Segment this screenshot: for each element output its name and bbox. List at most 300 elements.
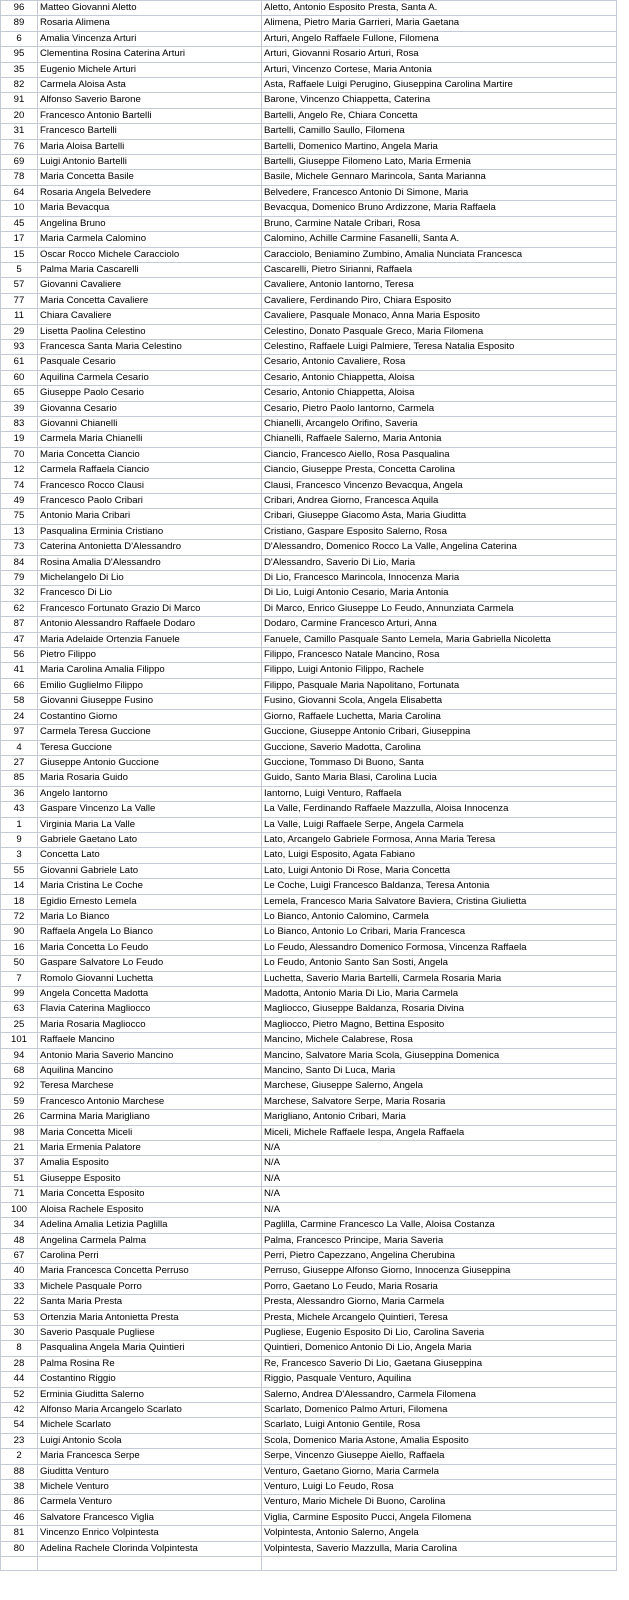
id-cell[interactable]: 68 bbox=[1, 1064, 38, 1079]
name-cell[interactable]: Pasquale Cesario bbox=[38, 355, 262, 370]
id-cell[interactable]: 33 bbox=[1, 1279, 38, 1294]
name-cell[interactable]: Antonio Maria Saverio Mancino bbox=[38, 1048, 262, 1063]
name-cell[interactable]: Angela Concetta Madotta bbox=[38, 987, 262, 1002]
id-cell[interactable]: 38 bbox=[1, 1480, 38, 1495]
parents-cell[interactable]: Dodaro, Carmine Francesco Arturi, Anna bbox=[262, 617, 617, 632]
parents-cell[interactable]: Guccione, Tommaso Di Buono, Santa bbox=[262, 755, 617, 770]
parents-cell[interactable]: D'Alessandro, Saverio Di Lio, Maria bbox=[262, 555, 617, 570]
parents-cell[interactable]: Scarlato, Domenico Palmo Arturi, Filomena bbox=[262, 1402, 617, 1417]
parents-cell[interactable]: Aletto, Antonio Esposito Presta, Santa A. bbox=[262, 1, 617, 16]
parents-cell[interactable]: Lo Feudo, Alessandro Domenico Formosa, Vincenza Raffaela bbox=[262, 940, 617, 955]
parents-cell[interactable]: Scola, Domenico Maria Astone, Amalia Esposito bbox=[262, 1433, 617, 1448]
id-cell[interactable]: 10 bbox=[1, 201, 38, 216]
parents-cell[interactable]: Basile, Michele Gennaro Marincola, Santa Marianna bbox=[262, 170, 617, 185]
name-cell[interactable]: Carmela Aloisa Asta bbox=[38, 78, 262, 93]
parents-cell[interactable]: Cavaliere, Antonio Iantorno, Teresa bbox=[262, 278, 617, 293]
name-cell[interactable]: Rosaria Alimena bbox=[38, 16, 262, 31]
id-cell[interactable]: 24 bbox=[1, 709, 38, 724]
parents-cell[interactable]: Filippo, Francesco Natale Mancino, Rosa bbox=[262, 648, 617, 663]
parents-cell[interactable]: Lemela, Francesco Maria Salvatore Baviera, Cristina Giulietta bbox=[262, 894, 617, 909]
name-cell[interactable]: Gaspare Salvatore Lo Feudo bbox=[38, 956, 262, 971]
id-cell[interactable]: 58 bbox=[1, 694, 38, 709]
id-cell[interactable]: 96 bbox=[1, 1, 38, 16]
parents-cell[interactable]: Venturo, Luigi Lo Feudo, Rosa bbox=[262, 1480, 617, 1495]
parents-cell[interactable]: Lo Feudo, Antonio Santo San Sosti, Angela bbox=[262, 956, 617, 971]
name-cell[interactable]: Lisetta Paolina Celestino bbox=[38, 324, 262, 339]
id-cell[interactable]: 62 bbox=[1, 601, 38, 616]
name-cell[interactable]: Pasqualina Erminia Cristiano bbox=[38, 524, 262, 539]
name-cell[interactable]: Angelo Iantorno bbox=[38, 786, 262, 801]
name-cell[interactable]: Teresa Guccione bbox=[38, 740, 262, 755]
parents-cell[interactable]: Venturo, Gaetano Giorno, Maria Carmela bbox=[262, 1464, 617, 1479]
id-cell[interactable]: 79 bbox=[1, 571, 38, 586]
parents-cell[interactable]: Celestino, Donato Pasquale Greco, Maria Filomena bbox=[262, 324, 617, 339]
name-cell[interactable]: Maria Francesca Concetta Perruso bbox=[38, 1264, 262, 1279]
parents-cell[interactable]: Lato, Arcangelo Gabriele Formosa, Anna Maria Teresa bbox=[262, 832, 617, 847]
parents-cell[interactable]: Volpintesta, Antonio Salerno, Angela bbox=[262, 1526, 617, 1541]
parents-cell[interactable]: Fanuele, Camillo Pasquale Santo Lemela, Maria Gabriella Nicoletta bbox=[262, 632, 617, 647]
parents-cell[interactable]: Barone, Vincenzo Chiappetta, Caterina bbox=[262, 93, 617, 108]
parents-cell[interactable]: Miceli, Michele Raffaele Iespa, Angela Raffaela bbox=[262, 1125, 617, 1140]
name-cell[interactable]: Maria Concetta Basile bbox=[38, 170, 262, 185]
id-cell[interactable]: 84 bbox=[1, 555, 38, 570]
name-cell[interactable]: Giovanna Cesario bbox=[38, 401, 262, 416]
id-cell[interactable]: 87 bbox=[1, 617, 38, 632]
name-cell[interactable]: Maria Bevacqua bbox=[38, 201, 262, 216]
parents-cell[interactable]: Scarlato, Luigi Antonio Gentile, Rosa bbox=[262, 1418, 617, 1433]
parents-cell[interactable]: Cristiano, Gaspare Esposito Salerno, Rosa bbox=[262, 524, 617, 539]
name-cell[interactable]: Gaspare Vincenzo La Valle bbox=[38, 802, 262, 817]
name-cell[interactable]: Francesco Antonio Marchese bbox=[38, 1094, 262, 1109]
parents-cell[interactable]: Chianelli, Raffaele Salerno, Maria Antonia bbox=[262, 432, 617, 447]
id-cell[interactable]: 98 bbox=[1, 1125, 38, 1140]
id-cell[interactable]: 66 bbox=[1, 678, 38, 693]
name-cell[interactable]: Michele Scarlato bbox=[38, 1418, 262, 1433]
id-cell[interactable]: 73 bbox=[1, 540, 38, 555]
parents-cell[interactable]: Giorno, Raffaele Luchetta, Maria Carolina bbox=[262, 709, 617, 724]
id-cell[interactable]: 19 bbox=[1, 432, 38, 447]
name-cell[interactable]: Saverio Pasquale Pugliese bbox=[38, 1325, 262, 1340]
parents-cell[interactable]: Di Lio, Luigi Antonio Cesario, Maria Antonia bbox=[262, 586, 617, 601]
name-cell[interactable]: Maria Lo Bianco bbox=[38, 909, 262, 924]
id-cell[interactable] bbox=[1, 1557, 38, 1571]
id-cell[interactable]: 47 bbox=[1, 632, 38, 647]
name-cell[interactable]: Maria Francesca Serpe bbox=[38, 1449, 262, 1464]
id-cell[interactable]: 56 bbox=[1, 648, 38, 663]
name-cell[interactable]: Aquilina Carmela Cesario bbox=[38, 370, 262, 385]
name-cell[interactable]: Aquilina Mancino bbox=[38, 1064, 262, 1079]
id-cell[interactable]: 46 bbox=[1, 1510, 38, 1525]
id-cell[interactable]: 44 bbox=[1, 1372, 38, 1387]
id-cell[interactable]: 21 bbox=[1, 1141, 38, 1156]
id-cell[interactable]: 61 bbox=[1, 355, 38, 370]
name-cell[interactable]: Luigi Antonio Bartelli bbox=[38, 155, 262, 170]
parents-cell[interactable]: Madotta, Antonio Maria Di Lio, Maria Carmela bbox=[262, 987, 617, 1002]
id-cell[interactable]: 74 bbox=[1, 478, 38, 493]
parents-cell[interactable]: Cesario, Pietro Paolo Iantorno, Carmela bbox=[262, 401, 617, 416]
id-cell[interactable]: 82 bbox=[1, 78, 38, 93]
parents-cell[interactable]: Pugliese, Eugenio Esposito Di Lio, Carolina Saveria bbox=[262, 1325, 617, 1340]
parents-cell[interactable]: Mancino, Salvatore Maria Scola, Giuseppina Domenica bbox=[262, 1048, 617, 1063]
name-cell[interactable] bbox=[38, 1557, 262, 1571]
parents-cell[interactable]: Perruso, Giuseppe Alfonso Giorno, Innocenza Giuseppina bbox=[262, 1264, 617, 1279]
parents-cell[interactable]: La Valle, Ferdinando Raffaele Mazzulla, Aloisa Innocenza bbox=[262, 802, 617, 817]
name-cell[interactable]: Matteo Giovanni Aletto bbox=[38, 1, 262, 16]
id-cell[interactable]: 60 bbox=[1, 370, 38, 385]
id-cell[interactable]: 49 bbox=[1, 494, 38, 509]
parents-cell[interactable]: Ciancio, Giuseppe Presta, Concetta Carolina bbox=[262, 463, 617, 478]
name-cell[interactable]: Carmela Teresa Guccione bbox=[38, 725, 262, 740]
parents-cell[interactable]: Guido, Santo Maria Blasi, Carolina Lucia bbox=[262, 771, 617, 786]
id-cell[interactable]: 22 bbox=[1, 1295, 38, 1310]
id-cell[interactable]: 78 bbox=[1, 170, 38, 185]
id-cell[interactable]: 32 bbox=[1, 586, 38, 601]
parents-cell[interactable]: Luchetta, Saverio Maria Bartelli, Carmela Rosaria Maria bbox=[262, 971, 617, 986]
parents-cell[interactable]: Clausi, Francesco Vincenzo Bevacqua, Angela bbox=[262, 478, 617, 493]
id-cell[interactable]: 77 bbox=[1, 293, 38, 308]
id-cell[interactable]: 15 bbox=[1, 247, 38, 262]
id-cell[interactable]: 39 bbox=[1, 401, 38, 416]
name-cell[interactable]: Giuseppe Paolo Cesario bbox=[38, 386, 262, 401]
name-cell[interactable]: Francesco Antonio Bartelli bbox=[38, 108, 262, 123]
id-cell[interactable]: 50 bbox=[1, 956, 38, 971]
parents-cell[interactable]: Mancino, Michele Calabrese, Rosa bbox=[262, 1033, 617, 1048]
id-cell[interactable]: 8 bbox=[1, 1341, 38, 1356]
parents-cell[interactable]: Bartelli, Domenico Martino, Angela Maria bbox=[262, 139, 617, 154]
name-cell[interactable]: Antonio Alessandro Raffaele Dodaro bbox=[38, 617, 262, 632]
name-cell[interactable]: Maria Concetta Ciancio bbox=[38, 447, 262, 462]
id-cell[interactable]: 101 bbox=[1, 1033, 38, 1048]
id-cell[interactable]: 64 bbox=[1, 185, 38, 200]
name-cell[interactable]: Raffaela Angela Lo Bianco bbox=[38, 925, 262, 940]
id-cell[interactable]: 67 bbox=[1, 1248, 38, 1263]
parents-cell[interactable]: Riggio, Pasquale Venturo, Aquilina bbox=[262, 1372, 617, 1387]
parents-cell[interactable]: Bruno, Carmine Natale Cribari, Rosa bbox=[262, 216, 617, 231]
name-cell[interactable]: Palma Maria Cascarelli bbox=[38, 262, 262, 277]
id-cell[interactable]: 69 bbox=[1, 155, 38, 170]
id-cell[interactable]: 63 bbox=[1, 1002, 38, 1017]
name-cell[interactable]: Amalia Vincenza Arturi bbox=[38, 31, 262, 46]
name-cell[interactable]: Giuseppe Esposito bbox=[38, 1171, 262, 1186]
id-cell[interactable]: 37 bbox=[1, 1156, 38, 1171]
parents-cell[interactable]: Filippo, Pasquale Maria Napolitano, Fortunata bbox=[262, 678, 617, 693]
name-cell[interactable]: Carmela Raffaela Ciancio bbox=[38, 463, 262, 478]
id-cell[interactable]: 95 bbox=[1, 47, 38, 62]
id-cell[interactable]: 92 bbox=[1, 1079, 38, 1094]
parents-cell[interactable]: Perri, Pietro Capezzano, Angelina Cherubina bbox=[262, 1248, 617, 1263]
parents-cell[interactable]: Viglia, Carmine Esposito Pucci, Angela Filomena bbox=[262, 1510, 617, 1525]
parents-cell[interactable]: Venturo, Mario Michele Di Buono, Carolina bbox=[262, 1495, 617, 1510]
parents-cell[interactable]: Bartelli, Angelo Re, Chiara Concetta bbox=[262, 108, 617, 123]
parents-cell[interactable]: Quintieri, Domenico Antonio Di Lio, Angela Maria bbox=[262, 1341, 617, 1356]
id-cell[interactable]: 9 bbox=[1, 832, 38, 847]
id-cell[interactable]: 30 bbox=[1, 1325, 38, 1340]
id-cell[interactable]: 51 bbox=[1, 1171, 38, 1186]
name-cell[interactable]: Carolina Perri bbox=[38, 1248, 262, 1263]
name-cell[interactable]: Maria Rosaria Guido bbox=[38, 771, 262, 786]
parents-cell[interactable]: N/A bbox=[262, 1141, 617, 1156]
name-cell[interactable]: Francesco Di Lio bbox=[38, 586, 262, 601]
parents-cell[interactable]: Alimena, Pietro Maria Garrieri, Maria Gaetana bbox=[262, 16, 617, 31]
parents-cell[interactable]: Lato, Luigi Esposito, Agata Fabiano bbox=[262, 848, 617, 863]
name-cell[interactable]: Carmela Venturo bbox=[38, 1495, 262, 1510]
id-cell[interactable]: 94 bbox=[1, 1048, 38, 1063]
name-cell[interactable]: Francesco Fortunato Grazio Di Marco bbox=[38, 601, 262, 616]
id-cell[interactable]: 11 bbox=[1, 309, 38, 324]
name-cell[interactable]: Maria Concetta Miceli bbox=[38, 1125, 262, 1140]
name-cell[interactable]: Michelangelo Di Lio bbox=[38, 571, 262, 586]
name-cell[interactable]: Oscar Rocco Michele Caracciolo bbox=[38, 247, 262, 262]
parents-cell[interactable]: Cavaliere, Pasquale Monaco, Anna Maria Esposito bbox=[262, 309, 617, 324]
parents-cell[interactable]: N/A bbox=[262, 1202, 617, 1217]
id-cell[interactable]: 89 bbox=[1, 16, 38, 31]
name-cell[interactable]: Antonio Maria Cribari bbox=[38, 509, 262, 524]
name-cell[interactable]: Erminia Giuditta Salerno bbox=[38, 1387, 262, 1402]
name-cell[interactable]: Vincenzo Enrico Volpintesta bbox=[38, 1526, 262, 1541]
id-cell[interactable]: 45 bbox=[1, 216, 38, 231]
id-cell[interactable]: 41 bbox=[1, 663, 38, 678]
name-cell[interactable]: Angelina Bruno bbox=[38, 216, 262, 231]
parents-cell[interactable]: Cesario, Antonio Chiappetta, Aloisa bbox=[262, 386, 617, 401]
id-cell[interactable]: 53 bbox=[1, 1310, 38, 1325]
id-cell[interactable]: 72 bbox=[1, 909, 38, 924]
name-cell[interactable]: Maria Rosaria Magliocco bbox=[38, 1017, 262, 1032]
parents-cell[interactable]: La Valle, Luigi Raffaele Serpe, Angela Carmela bbox=[262, 817, 617, 832]
id-cell[interactable]: 27 bbox=[1, 755, 38, 770]
id-cell[interactable]: 36 bbox=[1, 786, 38, 801]
id-cell[interactable]: 43 bbox=[1, 802, 38, 817]
name-cell[interactable]: Carmela Maria Chianelli bbox=[38, 432, 262, 447]
name-cell[interactable]: Amalia Esposito bbox=[38, 1156, 262, 1171]
id-cell[interactable]: 3 bbox=[1, 848, 38, 863]
id-cell[interactable]: 20 bbox=[1, 108, 38, 123]
name-cell[interactable]: Maria Ermenia Palatore bbox=[38, 1141, 262, 1156]
parents-cell[interactable]: Paglilla, Carmine Francesco La Valle, Aloisa Costanza bbox=[262, 1218, 617, 1233]
name-cell[interactable]: Santa Maria Presta bbox=[38, 1295, 262, 1310]
id-cell[interactable]: 59 bbox=[1, 1094, 38, 1109]
parents-cell[interactable]: Cesario, Antonio Chiappetta, Aloisa bbox=[262, 370, 617, 385]
parents-cell[interactable]: Porro, Gaetano Lo Feudo, Maria Rosaria bbox=[262, 1279, 617, 1294]
id-cell[interactable]: 42 bbox=[1, 1402, 38, 1417]
parents-cell[interactable]: Mancino, Santo Di Luca, Maria bbox=[262, 1064, 617, 1079]
parents-cell[interactable]: Serpe, Vincenzo Giuseppe Aiello, Raffaela bbox=[262, 1449, 617, 1464]
parents-cell[interactable]: Arturi, Angelo Raffaele Fullone, Filomena bbox=[262, 31, 617, 46]
name-cell[interactable]: Francesca Santa Maria Celestino bbox=[38, 339, 262, 354]
name-cell[interactable]: Giuditta Venturo bbox=[38, 1464, 262, 1479]
parents-cell[interactable]: Caracciolo, Beniamino Zumbino, Amalia Nunciata Francesca bbox=[262, 247, 617, 262]
parents-cell[interactable]: Salerno, Andrea D'Alessandro, Carmela Filomena bbox=[262, 1387, 617, 1402]
name-cell[interactable]: Maria Concetta Lo Feudo bbox=[38, 940, 262, 955]
id-cell[interactable]: 29 bbox=[1, 324, 38, 339]
name-cell[interactable]: Carmina Maria Marigliano bbox=[38, 1110, 262, 1125]
id-cell[interactable]: 76 bbox=[1, 139, 38, 154]
name-cell[interactable]: Maria Aloisa Bartelli bbox=[38, 139, 262, 154]
id-cell[interactable]: 25 bbox=[1, 1017, 38, 1032]
name-cell[interactable]: Ortenzia Maria Antonietta Presta bbox=[38, 1310, 262, 1325]
parents-cell[interactable]: Arturi, Giovanni Rosario Arturi, Rosa bbox=[262, 47, 617, 62]
name-cell[interactable]: Adelina Amalia Letizia Paglilla bbox=[38, 1218, 262, 1233]
id-cell[interactable]: 17 bbox=[1, 232, 38, 247]
name-cell[interactable]: Costantino Riggio bbox=[38, 1372, 262, 1387]
name-cell[interactable]: Giovanni Chianelli bbox=[38, 416, 262, 431]
id-cell[interactable]: 4 bbox=[1, 740, 38, 755]
id-cell[interactable]: 65 bbox=[1, 386, 38, 401]
parents-cell[interactable]: Filippo, Luigi Antonio Filippo, Rachele bbox=[262, 663, 617, 678]
name-cell[interactable]: Romolo Giovanni Luchetta bbox=[38, 971, 262, 986]
id-cell[interactable]: 7 bbox=[1, 971, 38, 986]
parents-cell[interactable]: Arturi, Vincenzo Cortese, Maria Antonia bbox=[262, 62, 617, 77]
id-cell[interactable]: 54 bbox=[1, 1418, 38, 1433]
name-cell[interactable]: Gabriele Gaetano Lato bbox=[38, 832, 262, 847]
id-cell[interactable]: 86 bbox=[1, 1495, 38, 1510]
id-cell[interactable]: 5 bbox=[1, 262, 38, 277]
parents-cell[interactable]: Belvedere, Francesco Antonio Di Simone, Maria bbox=[262, 185, 617, 200]
parents-cell[interactable]: Di Marco, Enrico Giuseppe Lo Feudo, Annunziata Carmela bbox=[262, 601, 617, 616]
parents-cell[interactable]: Re, Francesco Saverio Di Lio, Gaetana Giuseppina bbox=[262, 1356, 617, 1371]
parents-cell[interactable]: Volpintesta, Saverio Mazzulla, Maria Carolina bbox=[262, 1541, 617, 1556]
parents-cell[interactable]: Lo Bianco, Antonio Calomino, Carmela bbox=[262, 909, 617, 924]
id-cell[interactable]: 6 bbox=[1, 31, 38, 46]
name-cell[interactable]: Giuseppe Antonio Guccione bbox=[38, 755, 262, 770]
id-cell[interactable]: 12 bbox=[1, 463, 38, 478]
id-cell[interactable]: 28 bbox=[1, 1356, 38, 1371]
parents-cell[interactable]: Guccione, Giuseppe Antonio Cribari, Giuseppina bbox=[262, 725, 617, 740]
name-cell[interactable]: Adelina Rachele Clorinda Volpintesta bbox=[38, 1541, 262, 1556]
name-cell[interactable]: Francesco Bartelli bbox=[38, 124, 262, 139]
parents-cell[interactable]: Asta, Raffaele Luigi Perugino, Giuseppina Carolina Martire bbox=[262, 78, 617, 93]
parents-cell[interactable]: Di Lio, Francesco Marincola, Innocenza Maria bbox=[262, 571, 617, 586]
parents-cell[interactable]: Magliocco, Pietro Magno, Bettina Esposito bbox=[262, 1017, 617, 1032]
id-cell[interactable]: 81 bbox=[1, 1526, 38, 1541]
parents-cell[interactable]: Iantorno, Luigi Venturo, Raffaela bbox=[262, 786, 617, 801]
parents-cell[interactable]: Ciancio, Francesco Aiello, Rosa Pasqualina bbox=[262, 447, 617, 462]
name-cell[interactable]: Pasqualina Angela Maria Quintieri bbox=[38, 1341, 262, 1356]
name-cell[interactable]: Alfonso Maria Arcangelo Scarlato bbox=[38, 1402, 262, 1417]
id-cell[interactable]: 75 bbox=[1, 509, 38, 524]
parents-cell[interactable]: Marchese, Giuseppe Salerno, Angela bbox=[262, 1079, 617, 1094]
parents-cell[interactable]: Bartelli, Camillo Saullo, Filomena bbox=[262, 124, 617, 139]
id-cell[interactable]: 70 bbox=[1, 447, 38, 462]
parents-cell[interactable]: Le Coche, Luigi Francesco Baldanza, Teresa Antonia bbox=[262, 879, 617, 894]
name-cell[interactable]: Rosina Amalia D'Alessandro bbox=[38, 555, 262, 570]
name-cell[interactable]: Giovanni Cavaliere bbox=[38, 278, 262, 293]
parents-cell[interactable]: Bevacqua, Domenico Bruno Ardizzone, Maria Raffaela bbox=[262, 201, 617, 216]
parents-cell[interactable]: D'Alessandro, Domenico Rocco La Valle, Angelina Caterina bbox=[262, 540, 617, 555]
id-cell[interactable]: 13 bbox=[1, 524, 38, 539]
parents-cell[interactable]: Cribari, Andrea Giorno, Francesca Aquila bbox=[262, 494, 617, 509]
name-cell[interactable]: Aloisa Rachele Esposito bbox=[38, 1202, 262, 1217]
parents-cell[interactable]: Chianelli, Arcangelo Orifino, Saveria bbox=[262, 416, 617, 431]
id-cell[interactable]: 26 bbox=[1, 1110, 38, 1125]
name-cell[interactable]: Giovanni Gabriele Lato bbox=[38, 863, 262, 878]
name-cell[interactable]: Michele Pasquale Porro bbox=[38, 1279, 262, 1294]
name-cell[interactable]: Virginia Maria La Valle bbox=[38, 817, 262, 832]
name-cell[interactable]: Caterina Antonietta D'Alessandro bbox=[38, 540, 262, 555]
id-cell[interactable]: 80 bbox=[1, 1541, 38, 1556]
name-cell[interactable]: Giovanni Giuseppe Fusino bbox=[38, 694, 262, 709]
id-cell[interactable]: 48 bbox=[1, 1233, 38, 1248]
parents-cell[interactable]: N/A bbox=[262, 1156, 617, 1171]
parents-cell[interactable]: Magliocco, Giuseppe Baldanza, Rosaria Divina bbox=[262, 1002, 617, 1017]
name-cell[interactable]: Salvatore Francesco Viglia bbox=[38, 1510, 262, 1525]
id-cell[interactable]: 2 bbox=[1, 1449, 38, 1464]
id-cell[interactable]: 1 bbox=[1, 817, 38, 832]
name-cell[interactable]: Concetta Lato bbox=[38, 848, 262, 863]
name-cell[interactable]: Maria Concetta Cavaliere bbox=[38, 293, 262, 308]
name-cell[interactable]: Chiara Cavaliere bbox=[38, 309, 262, 324]
name-cell[interactable]: Rosaria Angela Belvedere bbox=[38, 185, 262, 200]
id-cell[interactable]: 90 bbox=[1, 925, 38, 940]
name-cell[interactable]: Maria Adelaide Ortenzia Fanuele bbox=[38, 632, 262, 647]
parents-cell[interactable]: Cribari, Giuseppe Giacomo Asta, Maria Giuditta bbox=[262, 509, 617, 524]
name-cell[interactable]: Costantino Giorno bbox=[38, 709, 262, 724]
id-cell[interactable]: 93 bbox=[1, 339, 38, 354]
parents-cell[interactable]: N/A bbox=[262, 1171, 617, 1186]
name-cell[interactable]: Palma Rosina Re bbox=[38, 1356, 262, 1371]
parents-cell[interactable]: Palma, Francesco Principe, Maria Saveria bbox=[262, 1233, 617, 1248]
id-cell[interactable]: 40 bbox=[1, 1264, 38, 1279]
id-cell[interactable]: 31 bbox=[1, 124, 38, 139]
name-cell[interactable]: Alfonso Saverio Barone bbox=[38, 93, 262, 108]
id-cell[interactable]: 16 bbox=[1, 940, 38, 955]
id-cell[interactable]: 14 bbox=[1, 879, 38, 894]
id-cell[interactable]: 57 bbox=[1, 278, 38, 293]
name-cell[interactable]: Eugenio Michele Arturi bbox=[38, 62, 262, 77]
name-cell[interactable]: Luigi Antonio Scola bbox=[38, 1433, 262, 1448]
id-cell[interactable]: 18 bbox=[1, 894, 38, 909]
name-cell[interactable]: Raffaele Mancino bbox=[38, 1033, 262, 1048]
parents-cell[interactable]: Guccione, Saverio Madotta, Carolina bbox=[262, 740, 617, 755]
name-cell[interactable]: Angelina Carmela Palma bbox=[38, 1233, 262, 1248]
id-cell[interactable]: 97 bbox=[1, 725, 38, 740]
parents-cell[interactable]: Calomino, Achille Carmine Fasanelli, Santa A. bbox=[262, 232, 617, 247]
id-cell[interactable]: 91 bbox=[1, 93, 38, 108]
name-cell[interactable]: Clementina Rosina Caterina Arturi bbox=[38, 47, 262, 62]
name-cell[interactable]: Francesco Paolo Cribari bbox=[38, 494, 262, 509]
id-cell[interactable]: 34 bbox=[1, 1218, 38, 1233]
id-cell[interactable]: 88 bbox=[1, 1464, 38, 1479]
name-cell[interactable]: Flavia Caterina Magliocco bbox=[38, 1002, 262, 1017]
name-cell[interactable]: Pietro Filippo bbox=[38, 648, 262, 663]
parents-cell[interactable] bbox=[262, 1557, 617, 1571]
parents-cell[interactable]: Cavaliere, Ferdinando Piro, Chiara Esposito bbox=[262, 293, 617, 308]
parents-cell[interactable]: Presta, Michele Arcangelo Quintieri, Teresa bbox=[262, 1310, 617, 1325]
id-cell[interactable]: 85 bbox=[1, 771, 38, 786]
name-cell[interactable]: Michele Venturo bbox=[38, 1480, 262, 1495]
id-cell[interactable]: 23 bbox=[1, 1433, 38, 1448]
parents-cell[interactable]: Lato, Luigi Antonio Di Rose, Maria Concetta bbox=[262, 863, 617, 878]
name-cell[interactable]: Emilio Guglielmo Filippo bbox=[38, 678, 262, 693]
name-cell[interactable]: Maria Carolina Amalia Filippo bbox=[38, 663, 262, 678]
name-cell[interactable]: Maria Cristina Le Coche bbox=[38, 879, 262, 894]
name-cell[interactable]: Teresa Marchese bbox=[38, 1079, 262, 1094]
parents-cell[interactable]: Cesario, Antonio Cavaliere, Rosa bbox=[262, 355, 617, 370]
id-cell[interactable]: 35 bbox=[1, 62, 38, 77]
id-cell[interactable]: 83 bbox=[1, 416, 38, 431]
parents-cell[interactable]: Lo Bianco, Antonio Lo Cribari, Maria Francesca bbox=[262, 925, 617, 940]
name-cell[interactable]: Francesco Rocco Clausi bbox=[38, 478, 262, 493]
id-cell[interactable]: 99 bbox=[1, 987, 38, 1002]
parents-cell[interactable]: Marchese, Salvatore Serpe, Maria Rosaria bbox=[262, 1094, 617, 1109]
id-cell[interactable]: 55 bbox=[1, 863, 38, 878]
id-cell[interactable]: 100 bbox=[1, 1202, 38, 1217]
id-cell[interactable]: 71 bbox=[1, 1187, 38, 1202]
parents-cell[interactable]: Bartelli, Giuseppe Filomeno Lato, Maria Ermenia bbox=[262, 155, 617, 170]
parents-cell[interactable]: Marigliano, Antonio Cribari, Maria bbox=[262, 1110, 617, 1125]
name-cell[interactable]: Egidio Ernesto Lemela bbox=[38, 894, 262, 909]
parents-cell[interactable]: Fusino, Giovanni Scola, Angela Elisabetta bbox=[262, 694, 617, 709]
parents-cell[interactable]: Celestino, Raffaele Luigi Palmiere, Teresa Natalia Esposito bbox=[262, 339, 617, 354]
